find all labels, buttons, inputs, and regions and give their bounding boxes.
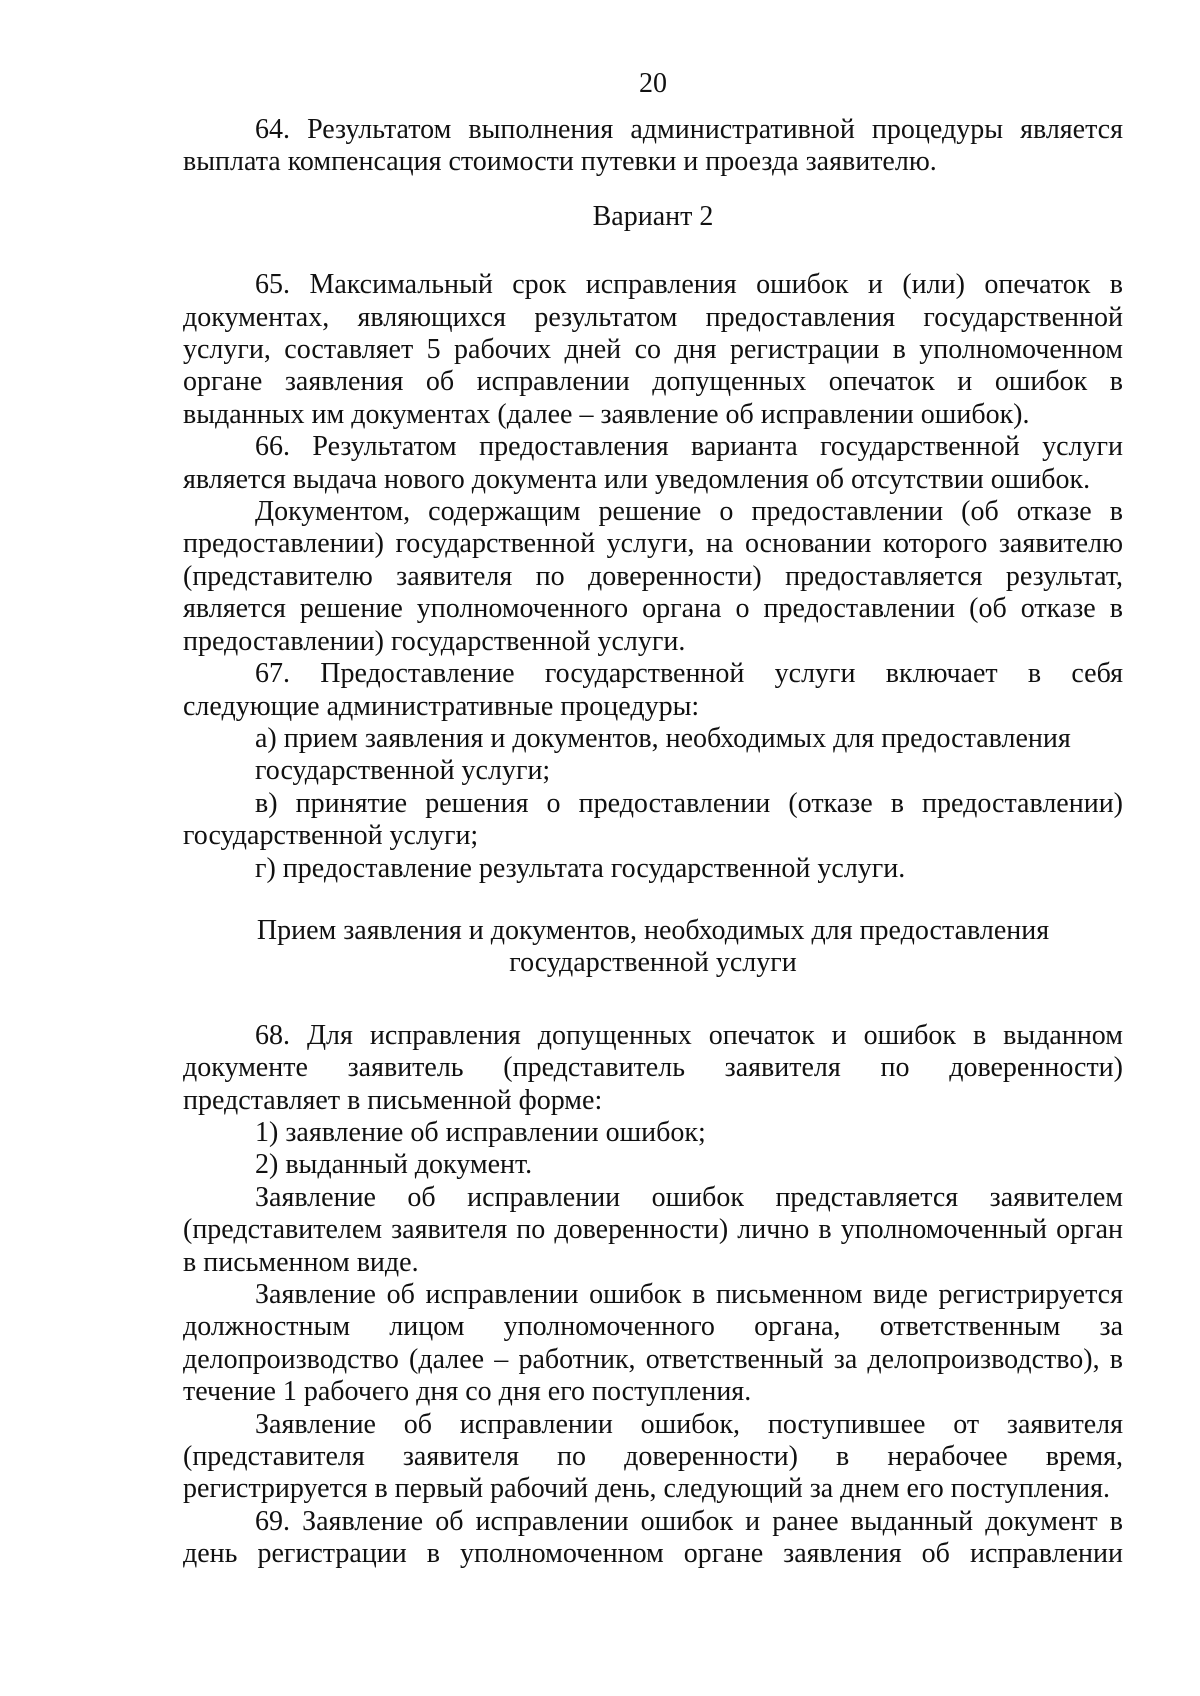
paragraph-67-item-g: г) предоставление результата государственной услуги. bbox=[255, 852, 906, 884]
paragraph-68-submission: Заявление об исправлении ошибок представляется заявителем (представителем заявителя по доверенности) лично в уполномоченный орган в письменном виде. bbox=[183, 1181, 1123, 1278]
paragraph-68: 68. Для исправления допущенных опечаток и ошибок в выданном документе заявитель (представитель заявителя по доверенности) представляет в письменной форме: bbox=[183, 1019, 1123, 1116]
paragraph-69: 69. Заявление об исправлении ошибок и ранее выданный документ в день регистрации в уполномоченном органе заявления об исправлении bbox=[183, 1505, 1123, 1570]
variant-heading: Вариант 2 bbox=[592, 200, 714, 232]
paragraph-67-item-v: в) принятие решения о предоставлении (отказе в предоставлении) государственной услуги; bbox=[183, 787, 1123, 852]
document-page bbox=[183, 68, 1123, 1571]
paragraph-66: 66. Результатом предоставления варианта государственной услуги является выдача нового документа или уведомления об отсутствии ошибок. bbox=[183, 431, 1123, 495]
paragraph-68-nonworking-time: Заявление об исправлении ошибок, поступившее от заявителя (представителя заявителя по доверенности) в нерабочее время, регистрируется в первый рабочий день, следующий за днем его поступления. bbox=[183, 1408, 1123, 1505]
paragraph-68-item-1: 1) заявление об исправлении ошибок; bbox=[255, 1116, 706, 1148]
paragraph-68-item-2: 2) выданный документ. bbox=[255, 1149, 533, 1181]
paragraph-64: 64. Результатом выполнения административной процедуры является выплата компенсация стоимости путевки и проезда заявителю. bbox=[183, 114, 1123, 178]
paragraph-68-registration: Заявление об исправлении ошибок в письменном виде регистрируется должностным лицом уполномоченного органа, ответственным за делопроизводство (далее – работник, ответственный за делопроизводство), в течение 1 рабочего дня со дня его поступления. bbox=[183, 1279, 1123, 1408]
section-heading-line-1: Прием заявления и документов, необходимых для предоставления bbox=[256, 914, 1050, 946]
paragraph-66-decision: Документом, содержащим решение о предоставлении (об отказе в предоставлении) государственной услуги, на основании которого заявителю (представителю заявителя по доверенности) предоставляется результат, является решение уполномоченного органа о предоставлении (об отказе в предоставлении) государственной услуги. bbox=[183, 496, 1123, 657]
page-number: 20 bbox=[639, 68, 667, 99]
section-heading-line-2: государственной услуги bbox=[509, 947, 797, 979]
paragraph-67-item-a: а) прием заявления и документов, необходимых для предоставления государственной услуги; bbox=[255, 722, 1071, 787]
paragraph-65: 65. Максимальный срок исправления ошибок и (или) опечаток в документах, являющихся результатом предоставления государственной услуги, составляет 5 рабочих дней со дня регистрации в уполномоченном органе заявления об исправлении допущенных опечаток и ошибок в выданных им документах (далее – заявление об исправлении ошибок). bbox=[183, 269, 1123, 430]
paragraph-67: 67. Предоставление государственной услуги включает в себя следующие административные процедуры: bbox=[183, 658, 1123, 722]
section-heading bbox=[183, 915, 1123, 980]
